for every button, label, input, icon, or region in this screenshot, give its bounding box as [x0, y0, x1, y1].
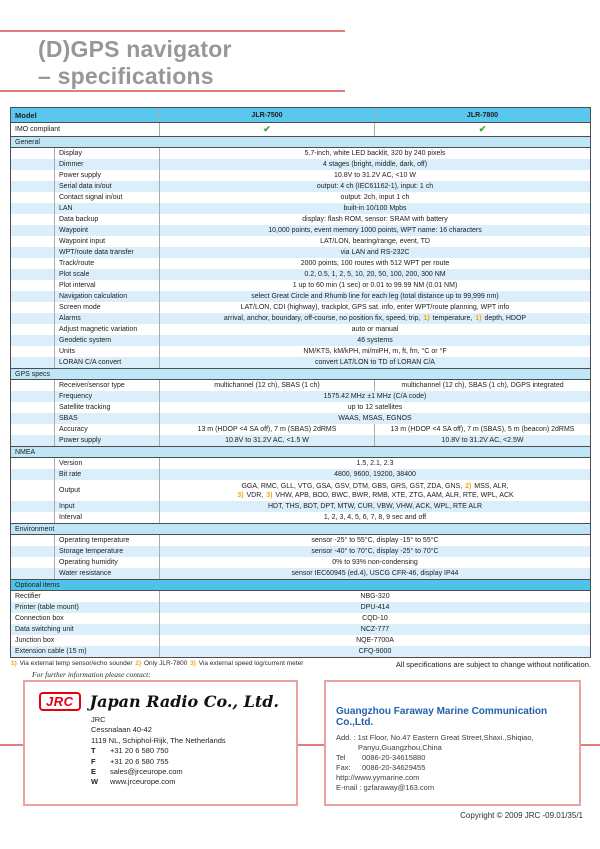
row-label-cell: Storage temperature [55, 546, 160, 557]
row-label-cell: Operating temperature [55, 535, 160, 546]
row-gutter-cell [11, 159, 55, 170]
spec-row [11, 148, 590, 159]
page-title [38, 36, 232, 90]
row-label-cell: Contact signal in/out [55, 192, 160, 203]
spec-row [11, 568, 590, 579]
jrc-brand-row [39, 692, 296, 711]
row-gutter-cell [11, 469, 55, 480]
spec-row [11, 602, 590, 613]
spec-row [11, 357, 590, 368]
spec-row [11, 280, 590, 291]
row-gutter-cell [11, 424, 55, 435]
section-header-optional-items: Optional items [11, 579, 590, 591]
row-gutter-cell [11, 402, 55, 413]
row-value-cell: DPU-414 [360, 604, 390, 611]
footnote-left: 1) Via external temp sensor/echo sounder 2) Only JLR-7800 3) Via external speed log/current meter [11, 660, 304, 667]
section-header-nmea: NMEA [11, 446, 590, 458]
page-title-line2: – specifications [38, 63, 214, 89]
spec-row [11, 546, 590, 557]
row-gutter-cell [11, 291, 55, 302]
row-gutter-cell [11, 413, 55, 424]
spec-row [11, 624, 590, 635]
spec-row [11, 346, 590, 357]
row-value-cell: NM/KTS, kM/kPH, mi/miPH, m, ft, fm, °C or °F [303, 348, 447, 355]
row-label-cell: Data backup [55, 214, 160, 225]
spec-row [11, 335, 590, 346]
spec-row [11, 324, 590, 335]
row-label-cell: Power supply [55, 435, 160, 446]
row-value-cell: via LAN and RS-232C [340, 249, 410, 256]
spec-row [11, 435, 590, 446]
row-gutter-cell [11, 568, 55, 579]
row-value-cell: multichannel (12 ch), SBAS (1 ch) [160, 380, 375, 391]
title-rule-top [0, 30, 345, 32]
spec-row [11, 291, 590, 302]
spec-table [10, 107, 591, 658]
row-gutter-cell [11, 557, 55, 568]
row-value-cell: 0.2, 0.5, 1, 2, 5, 10, 20, 50, 100, 200, 300 NM [304, 271, 446, 278]
row-label-cell: SBAS [55, 413, 160, 424]
row-value-cell: 0% to 93% non-condensing [332, 559, 418, 566]
row-label-cell: Units [55, 346, 160, 357]
row-value-cell: NBG-320 [360, 593, 390, 600]
row-gutter-cell [11, 380, 55, 391]
spec-row [11, 258, 590, 269]
row-value-cell: 5.7-inch, white LED backlit, 320 by 240 pixels [304, 150, 446, 157]
row-gutter-cell [11, 435, 55, 446]
row-gutter-cell [11, 181, 55, 192]
row-gutter-cell [11, 170, 55, 181]
section-header-gps-specs: GPS specs [11, 368, 590, 380]
row-label-cell: LAN [55, 203, 160, 214]
row-label-cell: Waypoint input [55, 236, 160, 247]
row-gutter-cell [11, 214, 55, 225]
row-label-cell: Junction box [11, 635, 160, 646]
row-label-cell: Bit rate [55, 469, 160, 480]
distributor-phone-line: Tel 0086-20-34615880 [336, 753, 426, 762]
row-gutter-cell [11, 225, 55, 236]
row-label-cell: Accuracy [55, 424, 160, 435]
copyright: Copyright © 2009 JRC -09.01/35/1 [460, 811, 583, 820]
row-value-cell: up to 12 satellites [347, 404, 403, 411]
row-gutter-cell [11, 546, 55, 557]
disclaimer-text: All specifications are subject to change without notification. [395, 660, 591, 669]
row-value-cell: multichannel (12 ch), SBAS (1 ch), DGPS integrated [401, 382, 564, 389]
row-value-cell: LAT/LON, CDI (highway), trackplot, GPS sat. info, enter WPT/route planning, WPT info [240, 304, 510, 311]
row-label-cell: Serial data in/out [55, 181, 160, 192]
row-value-cell: sensor -40° to 70°C, display -25° to 70°C [311, 548, 439, 555]
spec-row [11, 313, 590, 324]
row-gutter-cell [11, 335, 55, 346]
row-value-cell: 13 m (HDOP <4 SA off), 7 m (SBAS) 2dRMS [160, 424, 375, 435]
imo-compliant-row [11, 123, 590, 136]
distributor-address-line: Panyu,Guangzhou,China [358, 743, 442, 752]
spec-row [11, 413, 590, 424]
row-value-cell: NQE-7700A [356, 637, 394, 644]
spec-row [11, 170, 590, 181]
row-value-cell: 1, 2, 3, 4, 5, 6, 7, 8, 9 sec and off [323, 514, 427, 521]
row-label-cell: Connection box [11, 613, 160, 624]
row-gutter-cell [11, 501, 55, 512]
imo-check-icon: ✔ [478, 124, 487, 134]
spec-row [11, 591, 590, 602]
spec-row [11, 535, 590, 546]
row-gutter-cell [11, 280, 55, 291]
row-value-cell: sensor -25° to 55°C, display -15° to 55°C [311, 537, 439, 544]
spec-row [11, 236, 590, 247]
row-value-cell: display: flash ROM, sensor: SRAM with battery [302, 216, 448, 223]
row-label-cell: Satellite tracking [55, 402, 160, 413]
row-gutter-cell [11, 346, 55, 357]
row-value-cell: auto or manual [351, 326, 399, 333]
row-gutter-cell [11, 203, 55, 214]
spec-row [11, 203, 590, 214]
row-label-cell: Data switching unit [11, 624, 160, 635]
jrc-company-name: Japan Radio Co., Ltd. [89, 692, 279, 711]
spec-row [11, 225, 590, 236]
spec-row [11, 635, 590, 646]
spec-row [11, 557, 590, 568]
row-gutter-cell [11, 247, 55, 258]
row-label-cell: Frequency [55, 391, 160, 402]
row-label-cell: Receiver/sensor type [55, 380, 160, 391]
row-value-cell: built-in 10/100 Mpbs [343, 205, 407, 212]
row-value-cell: CQD-10 [362, 615, 388, 622]
jrc-contact-box [23, 680, 298, 806]
row-label-cell: Navigation calculation [55, 291, 160, 302]
table-header-row [11, 108, 590, 123]
row-label-cell: Plot interval [55, 280, 160, 291]
row-value-cell: convert LAT/LON to TD of LORAN C/A [315, 359, 435, 366]
row-value-cell: select Great Circle and Rhumb line for each leg (total distance up to 99,999 nm) [251, 293, 499, 300]
spec-row [11, 380, 590, 391]
spec-row [11, 458, 590, 469]
spec-row [11, 269, 590, 280]
row-gutter-cell [11, 480, 55, 501]
row-value-cell: 1.5, 2.1, 2.3 [356, 460, 394, 467]
page-title-line1: (D)GPS navigator [38, 36, 232, 62]
row-label-cell: Printer (table mount) [11, 602, 160, 613]
row-value-cell: 10.8V to 31.2V AC, <10 W [334, 172, 416, 179]
row-label-cell: Rectifier [11, 591, 160, 602]
imo-check-icon: ✔ [160, 123, 375, 136]
address-line: 1119 NL, Schiphol-Rijk, The Netherlands [91, 735, 226, 745]
row-value-cell: output: 4 ch (IEC61162-1), input: 1 ch [316, 183, 434, 190]
spec-row [11, 192, 590, 203]
row-label-cell: Display [55, 148, 160, 159]
row-label-cell: Version [55, 458, 160, 469]
row-gutter-cell [11, 458, 55, 469]
header-model-cell: Model [11, 108, 160, 122]
header-model-jlr7800: JLR-7800 [466, 111, 499, 119]
row-label-cell: LORAN C/A convert [55, 357, 160, 368]
spec-row [11, 181, 590, 192]
row-gutter-cell [11, 192, 55, 203]
row-value-cell: 10,000 points, event memory 1000 points, WPT name: 16 characters [268, 227, 482, 234]
fax-line: F +31 20 6 580 755 [91, 756, 169, 766]
row-label-cell: Alarms [55, 313, 160, 324]
spec-row [11, 391, 590, 402]
row-label-cell: Track/route [55, 258, 160, 269]
spec-row [11, 613, 590, 624]
jrc-logo: JRC [39, 692, 81, 711]
footnote-row [10, 660, 591, 669]
distributor-email-line: E-mail : gzfaraway@163.com [336, 783, 435, 792]
header-model-jlr7500: JLR-7500 [160, 108, 375, 122]
spec-row [11, 501, 590, 512]
distributor-company-name: Guangzhou Faraway Marine Communication Co.,Ltd. [336, 706, 548, 728]
row-value-cell: 13 m (HDOP <4 SA off), 7 m (SBAS), 5 m (beacon) 2dRMS [390, 426, 575, 433]
email-line: E sales@jrceurope.com [91, 767, 183, 777]
row-label-cell: Output [55, 480, 160, 501]
section-header-environment: Environment [11, 523, 590, 535]
row-label-cell: Water resistance [55, 568, 160, 579]
row-value-cell: 46 systems [357, 337, 393, 344]
row-label-cell: Dimmer [55, 159, 160, 170]
spec-row [11, 646, 590, 657]
contact-note: For further information please contact: [32, 670, 151, 679]
row-value-cell: sensor IEC60945 (ed.4), USCG CFR-46, display IP44 [291, 570, 459, 577]
row-gutter-cell [11, 357, 55, 368]
row-label-cell: Power supply [55, 170, 160, 181]
row-value-cell: 10.8V to 31.2V AC, <2.5W [441, 437, 524, 444]
section-header-general: General [11, 136, 590, 148]
spec-row [11, 469, 590, 480]
spec-row [11, 480, 590, 501]
spec-row [11, 424, 590, 435]
row-value-cell: NCZ-777 [360, 626, 390, 633]
row-value-cell: output: 2ch, input 1 ch [340, 194, 410, 201]
row-label-cell: Geodetic system [55, 335, 160, 346]
address-line: Cessnalaan 40-42 [91, 725, 152, 735]
distributor-address-line: Add. : 1st Floor, No.47 Eastern Great Street,Shaxi.,Shiqiao, [336, 733, 534, 742]
row-label-cell: Input [55, 501, 160, 512]
phone-line: T +31 20 6 580 750 [91, 746, 169, 756]
spec-row [11, 214, 590, 225]
row-gutter-cell [11, 302, 55, 313]
row-value-cell: 1 up to 60 min (1 sec) or 0.01 to 99.99 NM (0.01 NM) [292, 282, 458, 289]
row-gutter-cell [11, 269, 55, 280]
row-label-cell: Extension cable (15 m) [11, 646, 160, 657]
row-gutter-cell [11, 148, 55, 159]
address-line: JRC [91, 715, 106, 724]
row-gutter-cell [11, 313, 55, 324]
spec-row [11, 159, 590, 170]
row-value-cell: HDT, THS, BDT, DPT, MTW, CUR, VBW, VHW, ACK, WPL, RTE ALR [267, 503, 483, 510]
website-line: W www.jrceurope.com [91, 777, 176, 787]
spec-row [11, 302, 590, 313]
title-rule-bottom [0, 90, 345, 92]
row-value-cell: WAAS, MSAS, EGNOS [338, 415, 412, 422]
row-gutter-cell [11, 391, 55, 402]
row-value-cell: arrival, anchor, boundary, off-course, no position fix, speed, trip, 1) temperature, 1) depth, HDOP [223, 315, 527, 322]
row-gutter-cell [11, 512, 55, 523]
row-label-cell: Interval [55, 512, 160, 523]
row-gutter-cell [11, 258, 55, 269]
row-value-cell: CFQ-9000 [358, 648, 392, 655]
row-label-cell: Waypoint [55, 225, 160, 236]
row-value-cell: 1575.42 MHz ±1 MHz (C/A code) [323, 393, 427, 400]
row-label-cell: Adjust magnetic variation [55, 324, 160, 335]
row-value-cell: LAT/LON, bearing/range, event, TD [320, 238, 430, 245]
distributor-body [326, 682, 579, 793]
row-value-cell: 4 stages (bright, middle, dark, off) [322, 161, 428, 168]
row-label-cell: Plot scale [55, 269, 160, 280]
row-value-cell: 10.8V to 31.2V AC, <1.5 W [160, 435, 375, 446]
jrc-address-block [91, 715, 296, 788]
spec-row [11, 247, 590, 258]
row-label-cell: WPT/route data transfer [55, 247, 160, 258]
row-gutter-cell [11, 535, 55, 546]
distributor-box [324, 680, 581, 806]
row-label-cell: Screen mode [55, 302, 160, 313]
distributor-fax-line: Fax: 0086-20-34629455 [336, 763, 426, 772]
imo-label-cell: IMO compliant [11, 123, 160, 136]
distributor-website-line: http://www.yymarine.com [336, 773, 420, 782]
row-label-cell: Operating humidity [55, 557, 160, 568]
row-gutter-cell [11, 236, 55, 247]
spec-row [11, 402, 590, 413]
row-gutter-cell [11, 324, 55, 335]
row-value-cell: GGA, RMC, GLL, VTG, GSA, GSV, DTM, GBS, GRS, GST, ZDA, GNS, 2) MSS, ALR, 3) VDR, 3) VHW, APB, BOD, BWC, BWR, RMB, XTE, ZTG, AAM, ALR, RTE, WPL, ACK [237, 482, 514, 499]
row-value-cell: 2000 points, 100 routes with 512 WPT per route [300, 260, 450, 267]
spec-row [11, 512, 590, 523]
row-value-cell: 4800, 9600, 19200, 38400 [334, 471, 416, 478]
